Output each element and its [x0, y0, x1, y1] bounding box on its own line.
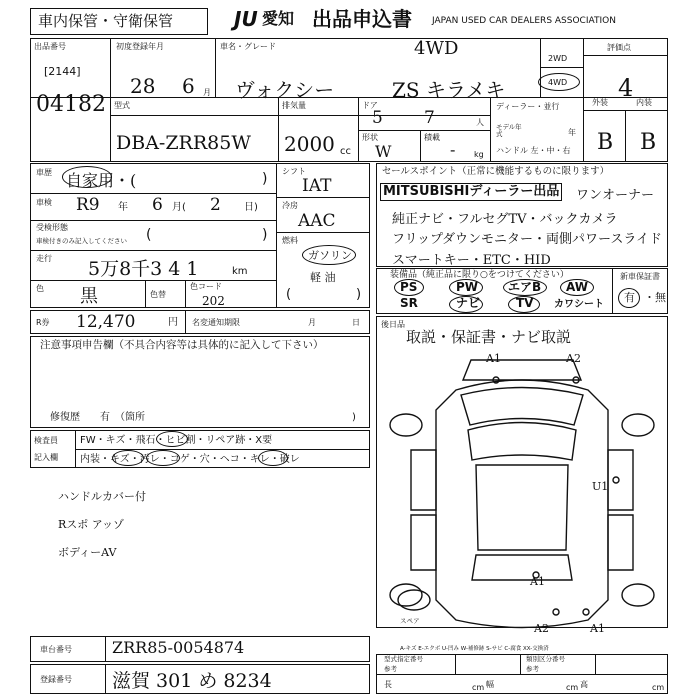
- one-owner: ワンオーナー: [576, 188, 655, 203]
- lot-number: 04182: [36, 92, 106, 117]
- sales-point-3: フリップダウンモニター・両側パワースライド: [392, 232, 663, 247]
- damage-mark: [583, 609, 589, 615]
- inspection-year-unit: 年: [118, 202, 128, 213]
- right-rear-door: [608, 515, 633, 570]
- equip-aw-circle: [560, 279, 594, 296]
- load-label: 積載: [424, 133, 440, 142]
- roof: [476, 465, 568, 550]
- history-close: ): [262, 171, 268, 187]
- wheel-rl: [390, 584, 422, 606]
- wheel-fr: [622, 414, 654, 436]
- right-front-door: [608, 450, 633, 510]
- note-item: ハンドルカバー付: [58, 490, 146, 503]
- equip-navi: ナビ: [456, 296, 481, 310]
- exterior-label: 外装: [592, 98, 608, 107]
- door-label: ドア: [362, 101, 378, 110]
- mark-a1-rear: A1: [530, 575, 545, 588]
- equip-tv: TV: [516, 296, 534, 310]
- model-ref-label: 型式指定番号: [384, 655, 423, 663]
- inspector-label: 検査員: [34, 436, 58, 445]
- shape: W: [375, 142, 392, 161]
- dealer-label: ディーラー・並行: [496, 102, 560, 111]
- front-view: [463, 360, 581, 380]
- ref-label-2: 参考: [526, 665, 539, 673]
- scratch-circle: [112, 450, 144, 466]
- receive-open: (: [146, 227, 152, 243]
- ac: AAC: [298, 211, 336, 231]
- color: 黒: [80, 286, 98, 307]
- association-name: JAPAN USED CAR DEALERS ASSOCIATION: [432, 16, 616, 26]
- notes-list: [58, 488, 146, 572]
- color-code-label: 色コード: [190, 282, 222, 291]
- mark-a1-front: A1: [486, 352, 501, 365]
- region-label: 愛知: [262, 9, 295, 28]
- height-cm: cm: [652, 683, 665, 692]
- shift-label: シフト: [282, 167, 306, 176]
- first-reg-month: 6: [182, 74, 195, 98]
- fuel-open: (: [286, 287, 292, 302]
- interior-label: 内装: [636, 98, 652, 107]
- equip-leather: カワシート: [554, 299, 604, 310]
- windshield: [468, 423, 576, 461]
- sales-label: セールスポイント（正常に機能するものに限ります）: [382, 166, 610, 177]
- fuel-close: ): [356, 287, 362, 302]
- receive-label: 受検形態: [36, 223, 68, 232]
- damage-mark: [613, 477, 619, 483]
- car-name: ヴォクシー: [235, 78, 335, 102]
- notes-label: 注意事項申告欄（不具合内容等は具体的に記入して下さい）: [40, 339, 324, 351]
- color-label: 色: [36, 284, 44, 293]
- name-change-day: 日: [352, 318, 360, 327]
- gasoline-circle: [302, 245, 356, 265]
- first-reg-year: 28: [130, 74, 156, 98]
- docs-label: 後日品: [381, 320, 405, 329]
- history-value: 自家用・(: [66, 171, 137, 190]
- shift: IAT: [302, 176, 332, 196]
- spare-tire: [398, 590, 430, 610]
- seats-unit: 人: [476, 118, 484, 127]
- repair-close: ): [352, 412, 356, 423]
- displacement: 2000: [284, 132, 335, 156]
- name-change-month: 月: [308, 318, 316, 327]
- shape-label: 形状: [362, 133, 378, 142]
- fuel-label: 燃料: [282, 236, 298, 245]
- width-cm: cm: [566, 683, 579, 692]
- doors: 5: [372, 108, 383, 128]
- entry-label: 記入欄: [34, 453, 58, 462]
- equip-pw-circle: [449, 279, 483, 296]
- equip-ps: PS: [400, 280, 418, 294]
- displacement-label: 排気量: [282, 101, 306, 110]
- ref-label-1: 参考: [384, 665, 397, 673]
- equip-navi-circle: [449, 296, 483, 313]
- wheel-fl: [390, 414, 422, 436]
- name-change-label: 名変通知期限: [192, 318, 240, 327]
- sales-point-4: スマートキー・ETC・HID: [392, 253, 551, 268]
- drive-note: 4WD: [414, 38, 459, 59]
- equipment-label: 装備品（純正品に限り○をつけてください）: [390, 270, 569, 280]
- equip-airbag: エアB: [508, 280, 542, 294]
- damage-legend: A-キズ E-エクボ U-凹み W-補修跡 S-サビ C-腐食 XX-交換済: [400, 646, 549, 652]
- exterior-damage-line: FW・キズ・飛石・ヒビ割・リペア跡・X要: [80, 435, 273, 446]
- height-label: 高: [580, 680, 588, 689]
- warranty-yes: 有: [624, 291, 635, 304]
- color-code: 202: [202, 294, 225, 308]
- equip-sr: SR: [400, 296, 418, 310]
- grade: ZS キラメキ: [392, 78, 506, 102]
- model-label: 型式: [114, 101, 130, 110]
- left-front-door: [411, 450, 436, 510]
- cc-unit: cc: [340, 146, 351, 157]
- equip-aw: AW: [566, 280, 588, 294]
- mark-u1-right: U1: [592, 480, 609, 493]
- load: -: [450, 140, 456, 159]
- month-unit: 月: [203, 88, 211, 97]
- warranty-no: ・無: [644, 291, 666, 304]
- name-grade-label: 車名・グレード: [220, 42, 276, 51]
- mileage-label: 走行: [36, 254, 52, 263]
- chassis-number: ZRR85-0054874: [112, 638, 245, 657]
- receive-close: ): [262, 227, 268, 243]
- category-ref-label: 類別区分番号: [526, 655, 565, 663]
- lot-label: 出品番号: [34, 42, 66, 51]
- warranty-label: 新車保証書: [620, 272, 660, 281]
- docs-value: 取説・保証書・ナビ取説: [406, 328, 572, 346]
- recycle-value: 12,470: [76, 312, 136, 332]
- inspection-month-unit: 月(: [172, 202, 186, 213]
- dent-circle: [258, 450, 288, 466]
- handle-label: ハンドル 左・中・右: [496, 146, 571, 155]
- inspection-era: R9: [76, 195, 100, 215]
- recycle-label: R券: [36, 318, 50, 327]
- receive-note: 車検付きのみ記入してください: [36, 237, 127, 245]
- equip-tv-circle: [508, 296, 540, 313]
- form-title: 出品申込書: [312, 7, 412, 31]
- chassis-label: 車台番号: [40, 645, 72, 654]
- 2wd-label: 2WD: [548, 54, 568, 63]
- plate-number: 滋賀 301 め 8234: [112, 670, 272, 692]
- yen-unit: 円: [168, 317, 178, 328]
- car-outline-top: [436, 380, 608, 628]
- history-label: 車歴: [36, 168, 52, 177]
- warranty-circle: [618, 288, 640, 308]
- private-use-circle: [62, 166, 112, 188]
- length-cm: cm: [472, 683, 485, 692]
- damage-mark: [553, 609, 559, 615]
- 4wd-label: 4WD: [548, 78, 568, 87]
- seats: 7: [424, 108, 435, 128]
- storage-stamp: 車内保管・守衛保管: [38, 12, 174, 30]
- mark-a1-bottom: A1: [590, 622, 605, 635]
- note-item: ボディーAV: [58, 546, 117, 559]
- equip-ps-circle: [394, 279, 424, 296]
- model-year-label: モデル年式: [496, 123, 522, 138]
- mileage: 5万8千3 4 1: [88, 258, 199, 280]
- repair-label: 修復歴 有 （箇所: [50, 412, 145, 423]
- wheel-rr: [622, 584, 654, 606]
- kg-unit: kg: [474, 150, 484, 159]
- interior-damage-line: 内装・キズ・汚レ・コゲ・穴・ヘコ・キレ・破レ: [80, 454, 300, 465]
- inspection-day: 2: [210, 195, 221, 215]
- mitsubishi-dealer: MITSUBISHIディーラー出品: [380, 183, 562, 201]
- km-unit: km: [232, 266, 248, 277]
- color-change-label: 色替: [150, 290, 166, 299]
- interior-grade: B: [640, 130, 657, 155]
- equip-pw: PW: [456, 280, 479, 294]
- rating-value: 4: [618, 74, 634, 102]
- mark-a2-front: A2: [566, 352, 581, 365]
- model-year-unit: 年: [568, 128, 576, 137]
- fuel-gasoline: ガソリン: [308, 249, 352, 262]
- lot-small: [2144]: [44, 65, 81, 78]
- inspection-label: 車検: [36, 198, 52, 207]
- ju-logo: JU: [234, 7, 258, 31]
- 4wd-circle: [538, 73, 580, 91]
- note-item: Rスポ アッゾ: [58, 518, 125, 531]
- length-label: 長: [384, 680, 392, 689]
- mark-a2-bottom: A2: [534, 622, 549, 635]
- spare-label: スペア: [400, 617, 420, 625]
- rear-window: [472, 555, 572, 580]
- model-code: DBA-ZRR85W: [116, 132, 251, 154]
- rating-label: 評価点: [607, 43, 631, 52]
- fuel-diesel: 軽 油: [310, 271, 336, 284]
- exterior-grade: B: [597, 130, 614, 155]
- ac-label: 冷房: [282, 201, 298, 210]
- stain-circle: [146, 450, 180, 466]
- inspection-month: 6: [152, 195, 163, 215]
- plate-label: 登録番号: [40, 675, 72, 684]
- hood: [461, 388, 583, 426]
- left-rear-door: [411, 515, 436, 570]
- chip-circle: [156, 431, 188, 447]
- inspection-day-unit: 日): [244, 202, 258, 213]
- width-label: 幅: [486, 680, 494, 689]
- sales-point-2: 純正ナビ・フルセグTV・バックカメラ: [392, 212, 618, 227]
- equip-airbag-circle: [503, 279, 547, 296]
- first-reg-label: 初度登録年月: [116, 42, 164, 51]
- car-damage-diagram: [376, 350, 668, 640]
